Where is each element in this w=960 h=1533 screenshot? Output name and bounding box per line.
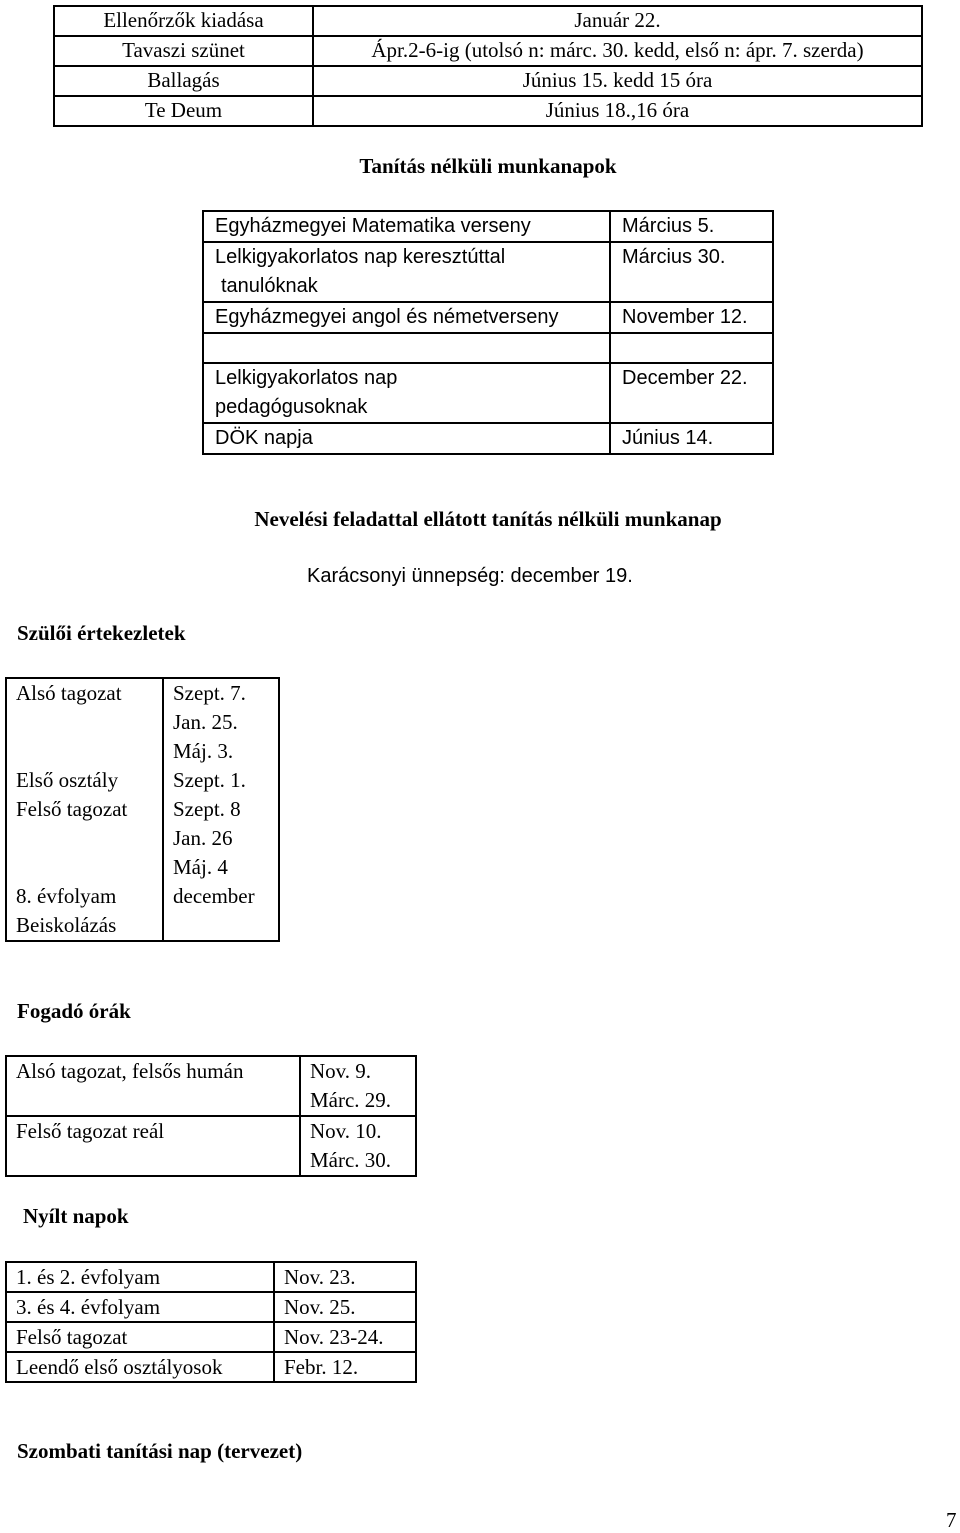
office-hours-dates bbox=[300, 1116, 416, 1176]
meeting-date: Máj. 4 bbox=[173, 855, 228, 879]
meeting-label: Alsó tagozat bbox=[6, 678, 163, 766]
table-row bbox=[6, 1322, 416, 1352]
event-label: Ellenőrzők kiadása bbox=[54, 6, 313, 36]
events-table bbox=[53, 5, 923, 127]
event-date: Június 18.,16 óra bbox=[313, 96, 922, 126]
table-row bbox=[6, 1292, 416, 1322]
event-label: Ballagás bbox=[54, 66, 313, 96]
workday-date: Március 30. bbox=[610, 242, 773, 302]
event-date: Június 15. kedd 15 óra bbox=[313, 66, 922, 96]
table-row bbox=[54, 36, 922, 66]
workday-label bbox=[203, 333, 610, 363]
parents-meetings-table bbox=[5, 677, 280, 942]
meeting-date: Szept. 8 bbox=[173, 797, 241, 821]
table-row bbox=[203, 211, 773, 242]
open-day-label: Felső tagozat bbox=[6, 1322, 274, 1352]
table-row bbox=[6, 1352, 416, 1382]
open-day-date: Febr. 12. bbox=[274, 1352, 416, 1382]
open-day-label: 1. és 2. évfolyam bbox=[6, 1262, 274, 1292]
meeting-dates bbox=[163, 795, 279, 882]
table-row bbox=[54, 6, 922, 36]
workday-label-line2: tanulóknak bbox=[221, 275, 318, 297]
table-row bbox=[203, 423, 773, 454]
table-row bbox=[203, 242, 773, 302]
meeting-date: Jan. 26 bbox=[173, 826, 233, 850]
table-row bbox=[6, 1116, 416, 1176]
table-row bbox=[6, 766, 279, 795]
event-date: Január 22. bbox=[313, 6, 922, 36]
page-number: 7 bbox=[946, 1508, 957, 1532]
office-hours-date: Nov. 9. bbox=[310, 1059, 372, 1083]
workday-label: Egyházmegyei Matematika verseny bbox=[203, 211, 610, 242]
meeting-date: Máj. 3. bbox=[173, 739, 234, 763]
workdays-table bbox=[202, 210, 774, 455]
workday-label: Lelkigyakorlatos nap keresztúttal bbox=[215, 246, 506, 268]
open-day-date: Nov. 25. bbox=[274, 1292, 416, 1322]
meeting-date: Szept. 7. bbox=[173, 681, 246, 705]
table-row bbox=[54, 66, 922, 96]
workday-date: November 12. bbox=[610, 302, 773, 333]
christmas-celebration-text: Karácsonyi ünnepség: december 19. bbox=[307, 565, 633, 587]
open-days-heading: Nyílt napok bbox=[23, 1204, 129, 1228]
table-row bbox=[203, 363, 773, 423]
parents-meetings-heading: Szülői értekezletek bbox=[17, 621, 186, 645]
table-row bbox=[6, 1056, 416, 1116]
workday-label-cell bbox=[203, 242, 610, 302]
table-row bbox=[203, 302, 773, 333]
table-row bbox=[6, 882, 279, 941]
office-hours-table bbox=[5, 1055, 417, 1177]
open-days-table bbox=[5, 1261, 417, 1383]
workday-label: DÖK napja bbox=[203, 423, 610, 454]
open-day-date: Nov. 23. bbox=[274, 1262, 416, 1292]
table-row bbox=[6, 1262, 416, 1292]
open-day-label: 3. és 4. évfolyam bbox=[6, 1292, 274, 1322]
workday-date: Március 5. bbox=[610, 211, 773, 242]
office-hours-date: Márc. 29. bbox=[310, 1088, 392, 1112]
workday-label-cell bbox=[203, 363, 610, 423]
workday-date: December 22. bbox=[610, 363, 773, 423]
workday-label-line2: pedagógusoknak bbox=[215, 396, 368, 418]
table-row bbox=[203, 333, 773, 363]
office-hours-heading: Fogadó órák bbox=[17, 999, 131, 1023]
saturday-school-heading: Szombati tanítási nap (tervezet) bbox=[17, 1439, 303, 1463]
office-hours-dates bbox=[300, 1056, 416, 1116]
office-hours-label: Felső tagozat reál bbox=[6, 1116, 300, 1176]
meeting-label: Első osztály bbox=[6, 766, 163, 795]
educational-day-heading: Nevelési feladattal ellátott tanítás nélküli munkanap bbox=[254, 507, 722, 531]
meeting-label-cell bbox=[6, 882, 163, 941]
open-day-label: Leendő első osztályosok bbox=[6, 1352, 274, 1382]
workday-date bbox=[610, 333, 773, 363]
meeting-label: 8. évfolyam bbox=[16, 884, 117, 908]
office-hours-date: Nov. 10. bbox=[310, 1119, 382, 1143]
event-date: Ápr.2-6-ig (utolsó n: márc. 30. kedd, első n: ápr. 7. szerda) bbox=[313, 36, 922, 66]
meeting-date: Szept. 1. bbox=[163, 766, 279, 795]
meeting-label: Felső tagozat bbox=[6, 795, 163, 882]
table-row bbox=[6, 795, 279, 882]
meeting-date: Jan. 25. bbox=[173, 710, 238, 734]
workday-label: Lelkigyakorlatos nap bbox=[215, 367, 398, 389]
workdays-heading: Tanítás nélküli munkanapok bbox=[359, 154, 617, 178]
workday-date: Június 14. bbox=[610, 423, 773, 454]
office-hours-label: Alsó tagozat, felsős humán bbox=[6, 1056, 300, 1116]
meeting-dates bbox=[163, 678, 279, 766]
office-hours-date: Márc. 30. bbox=[310, 1148, 392, 1172]
table-row bbox=[54, 96, 922, 126]
event-label: Tavaszi szünet bbox=[54, 36, 313, 66]
table-row bbox=[6, 678, 279, 766]
meeting-label-line2: Beiskolázás bbox=[16, 913, 117, 937]
workday-label: Egyházmegyei angol és németverseny bbox=[203, 302, 610, 333]
meeting-date: december bbox=[163, 882, 279, 941]
open-day-date: Nov. 23-24. bbox=[274, 1322, 416, 1352]
event-label: Te Deum bbox=[54, 96, 313, 126]
